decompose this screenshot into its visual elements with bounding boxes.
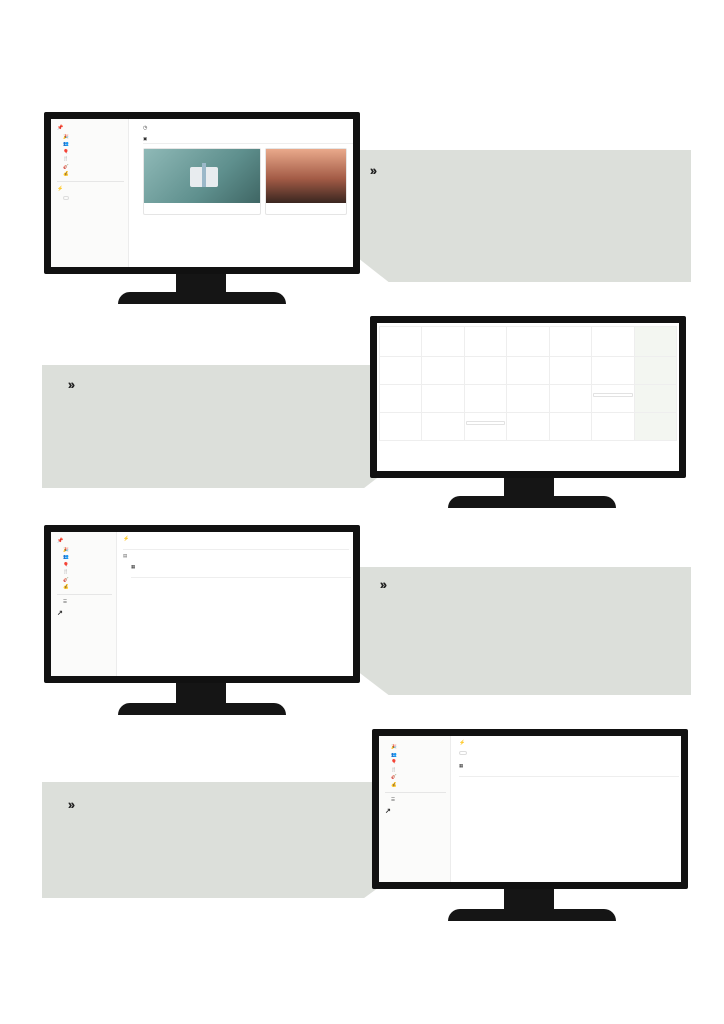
calendar-day-cell[interactable] [380, 357, 422, 385]
sidebar-item-menu[interactable]: 🍴 [391, 766, 397, 772]
calendar-day-cell[interactable] [422, 413, 464, 441]
sidebar-item-budget[interactable]: 💰 [63, 584, 69, 590]
quick-action-heading [57, 186, 124, 193]
new-event-button[interactable] [63, 196, 69, 200]
sidebar-item-eventplaner[interactable]: 🎉 [63, 133, 69, 139]
calendar-day-cell[interactable] [507, 327, 549, 357]
sidebar-item-unterhaltung[interactable]: 🎸 [63, 163, 69, 169]
calendar-day-cell[interactable] [592, 413, 634, 441]
calendar-day-cell[interactable] [635, 385, 677, 413]
table-icon: ▦ [131, 564, 136, 570]
quick-action-heading [459, 740, 677, 747]
calendar-day-cell[interactable] [592, 327, 634, 357]
tab-table[interactable] [459, 763, 677, 769]
sidebar-item-dekoration[interactable]: 🎈 [63, 148, 69, 154]
info-panel-calendar [42, 365, 396, 488]
monitor-budget [372, 729, 688, 925]
list-view-toggle[interactable]: ☰ [391, 796, 396, 802]
calendar-icon: ▤ [123, 552, 128, 558]
monitor-calendar [370, 316, 686, 510]
sidebar-item-dekoration[interactable]: 🎈 [391, 759, 397, 765]
tab-galerie[interactable] [143, 136, 353, 145]
budget-table [459, 771, 679, 777]
sidebar-item-eventplaner[interactable]: 🎉 [63, 546, 69, 552]
guest-table [131, 572, 351, 578]
sidebar-heading [57, 538, 112, 545]
sidebar-item-unterhaltung[interactable]: 🎸 [63, 576, 69, 582]
calendar-day-cell[interactable] [422, 357, 464, 385]
sidebar-item-menu[interactable]: 🍴 [63, 569, 69, 575]
monitor-events [44, 112, 360, 302]
section-eventbudgettabelle [66, 793, 386, 797]
info-panel-events [355, 150, 691, 282]
screen-events [44, 112, 360, 274]
calendar-day-cell[interactable] [550, 357, 592, 385]
event-card[interactable] [143, 148, 261, 215]
calendar-day-cell[interactable] [550, 413, 592, 441]
pin-icon: 📌 [57, 125, 64, 131]
column-header[interactable] [296, 572, 351, 577]
calendar-day-cell[interactable] [465, 327, 507, 357]
calendar-day-cell[interactable] [635, 327, 677, 357]
column-header[interactable] [532, 771, 605, 776]
sidebar-item-dekoration[interactable]: 🎈 [63, 561, 69, 567]
tab-table[interactable] [131, 564, 349, 570]
calendar-day-cell[interactable] [550, 327, 592, 357]
sidebar-item-menu[interactable]: 🍴 [63, 156, 69, 162]
calendar-day-cell[interactable] [380, 327, 422, 357]
calendar-day-cell[interactable] [507, 385, 549, 413]
card-image-gift [144, 149, 260, 203]
calendar-event[interactable] [466, 421, 505, 425]
calendar-day-cell[interactable] [507, 413, 549, 441]
lightning-icon: ⚡ [123, 536, 130, 542]
screen-guests [44, 525, 360, 683]
sidebar-item-gaesteliste[interactable]: 👥 [391, 751, 397, 757]
sidebar-item-budget[interactable]: 💰 [63, 171, 69, 177]
column-header[interactable] [186, 572, 241, 577]
column-header[interactable] [606, 771, 679, 776]
section-terminkalender [66, 373, 386, 377]
events-gallery [143, 125, 353, 215]
sidebar-item-eventplaner[interactable]: 🎉 [391, 744, 397, 749]
termine-heading: ↗ [57, 610, 63, 618]
info-panel-budget [42, 782, 396, 898]
calendar-day-cell[interactable] [635, 413, 677, 441]
calendar-day-cell[interactable] [465, 385, 507, 413]
sidebar-heading [57, 125, 124, 132]
sidebar-item-unterhaltung[interactable]: 🎸 [391, 774, 397, 780]
calendar-event[interactable] [593, 393, 632, 397]
pin-icon: 📌 [57, 538, 64, 544]
calendar-day-cell[interactable] [592, 357, 634, 385]
event-card[interactable] [265, 148, 347, 215]
calendar-day-cell[interactable] [465, 357, 507, 385]
screen-calendar [370, 316, 686, 478]
column-header[interactable] [241, 572, 296, 577]
add-budget-list-button[interactable] [459, 751, 467, 755]
calendar-day-cell[interactable] [422, 385, 464, 413]
info-panel-guests [355, 567, 691, 695]
monitor-guests [44, 525, 360, 715]
screen-budget [372, 729, 688, 889]
table-icon: ▦ [459, 763, 464, 768]
calendar-day-cell[interactable] [635, 357, 677, 385]
calendar-day-cell[interactable] [465, 413, 507, 441]
section-anstehende-events [368, 159, 686, 163]
sidebar [51, 532, 117, 676]
calendar-day-cell[interactable] [592, 385, 634, 413]
section-gaesteliste [378, 573, 684, 577]
lightning-icon: ⚡ [57, 186, 64, 193]
sidebar [379, 736, 451, 882]
column-header[interactable] [131, 572, 186, 577]
calendar-day-cell[interactable] [550, 385, 592, 413]
quick-action-heading [123, 536, 349, 543]
sidebar-item-gaesteliste[interactable]: 👥 [63, 554, 69, 560]
list-view-toggle[interactable]: ☰ [63, 599, 68, 605]
calendar-day-cell[interactable] [380, 385, 422, 413]
lightning-icon: ⚡ [459, 740, 466, 746]
card-image-dinner [266, 149, 346, 203]
gallery-icon: ▣ [143, 135, 148, 141]
calendar-day-cell[interactable] [507, 357, 549, 385]
breadcrumb[interactable] [123, 549, 349, 559]
calendar-day-cell[interactable] [422, 327, 464, 357]
sidebar-item-gaesteliste[interactable]: 👥 [63, 141, 69, 147]
column-header[interactable] [459, 771, 532, 776]
sidebar-item-budget[interactable]: 💰 [391, 781, 397, 787]
calendar-grid [379, 326, 677, 441]
clock-icon: ◷ [143, 125, 148, 131]
sidebar [51, 119, 129, 267]
termine-heading: ↗ [385, 807, 391, 815]
calendar-day-cell[interactable] [380, 413, 422, 441]
